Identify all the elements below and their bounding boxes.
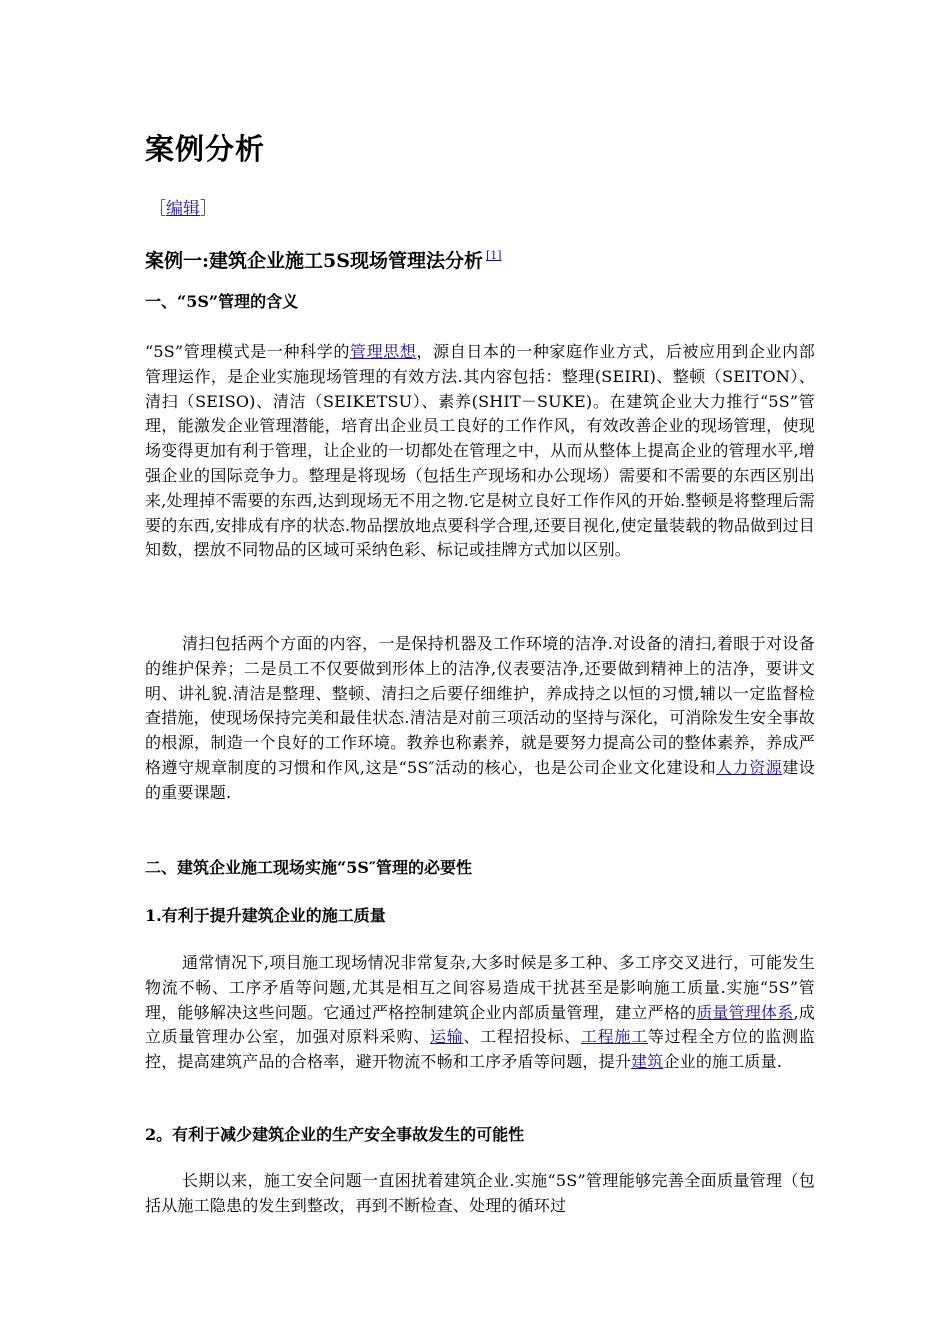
- link-engineering-construction[interactable]: 工程施工: [580, 1027, 648, 1047]
- section-heading-1: 一、“5S”管理的含义: [145, 292, 299, 311]
- paragraph-5s-meaning: “5S”管理模式是一种科学的管理思想，源自日本的一种家庭作业方式，后被应用到企业内部管理运作，是企业实施现场管理的有效方法.其内容包括：整理(SEIRI)、整顿（SEITON）、清扫（SEISO)、清洁（SEIKETSU）、素养(SHIT－SUKE)。在建筑企业大力推行“5S”管理，能激发企业管理潜能，培育出企业员工良好的工作作风，有效改善企业的现场管理，使现场变得更加有利于管理，让企业的一切都处在管理之中，从而从整体上提高企业的管理水平,增强企业的国际竞争力。整理是将现场（包括生产现场和办公现场）需要和不需要的东西区别出来,处理掉不需要的东西,达到现场无不用之物.它是树立良好工作作风的开始.整顿是将整理后需要的东西,安排成有序的状态.物品摆放地点要科学合理,还要目视化,使定量装载的物品做到过目知数，摆放不同物品的区域可采纳色彩、标记或挂牌方式加以区别。: [145, 342, 815, 560]
- link-quality-system[interactable]: 质量管理体系: [696, 1002, 794, 1022]
- paragraph-quality: 通常情况下,项目施工现场情况非常复杂,大多时候是多工种、多工序交叉进行，可能发生物流不畅、工序矛盾等问题,尤其是相互之间容易造成干扰甚至是影响施工质量.实施“5S”管理，能够解决这些问题。它通过严格控制建筑企业内部质量管理，建立严格的质量管理体系,成立质量管理办公室，加强对原料采购、运输、工程招投标、工程施工等过程全方位的监测监控，提高建筑产品的合格率，避开物流不畅和工序矛盾等问题，提升建筑企业的施工质量.: [145, 953, 815, 1072]
- edit-bracket-open: ［: [149, 199, 166, 219]
- link-human-resources[interactable]: 人力资源: [716, 757, 783, 777]
- link-transport[interactable]: 运输: [429, 1027, 464, 1047]
- subheading-safety: 2。有利于减少建筑企业的生产安全事故发生的可能性: [145, 1125, 525, 1144]
- section-heading-2: 二、建筑企业施工现场实施“5S″管理的必要性: [145, 858, 473, 877]
- page-title: 案例分析: [145, 132, 266, 166]
- edit-link[interactable]: 编辑: [166, 199, 200, 219]
- edit-bracket-close: ］: [200, 199, 217, 219]
- subheading-quality: 1.有利于提升建筑企业的施工质量: [145, 906, 386, 925]
- paragraph-cleaning: 清扫包括两个方面的内容，一是保持机器及工作环境的洁净.对设备的清扫,着眼于对设备的维护保养；二是员工不仅要做到形体上的洁净,仪表要洁净,还要做到精神上的洁净，要讲文明、讲礼貌.清洁是整理、整顿、清扫之后要仔细维护，养成持之以恒的习惯,辅以一定监督检查措施，使现场保持完美和最佳状态.清洁是对前三项活动的坚持与深化，可消除发生安全事故的根源，制造一个良好的工作环境。教养也称素养，就是要努力提高公司的整体素养，养成严格遵守规章制度的习惯和作风,这是“5S″活动的核心，也是公司企业文化建设和人力资源建设的重要课题.: [145, 634, 815, 802]
- reference-link[interactable]: [1]: [485, 249, 502, 262]
- link-construction[interactable]: 建筑: [631, 1052, 664, 1072]
- edit-section: [149, 196, 217, 222]
- case-title: [145, 241, 502, 276]
- link-management-thought[interactable]: 管理思想: [349, 342, 417, 361]
- case-title-text: 案例一:建筑企业施工5S现场管理法分析: [145, 250, 483, 272]
- paragraph-safety: 长期以来，施工安全问题一直困扰着建筑企业.实施“5S”管理能够完善全面质量管理（包括从施工隐患的发生到整改，再到不断检查、处理的循环过: [145, 1171, 815, 1215]
